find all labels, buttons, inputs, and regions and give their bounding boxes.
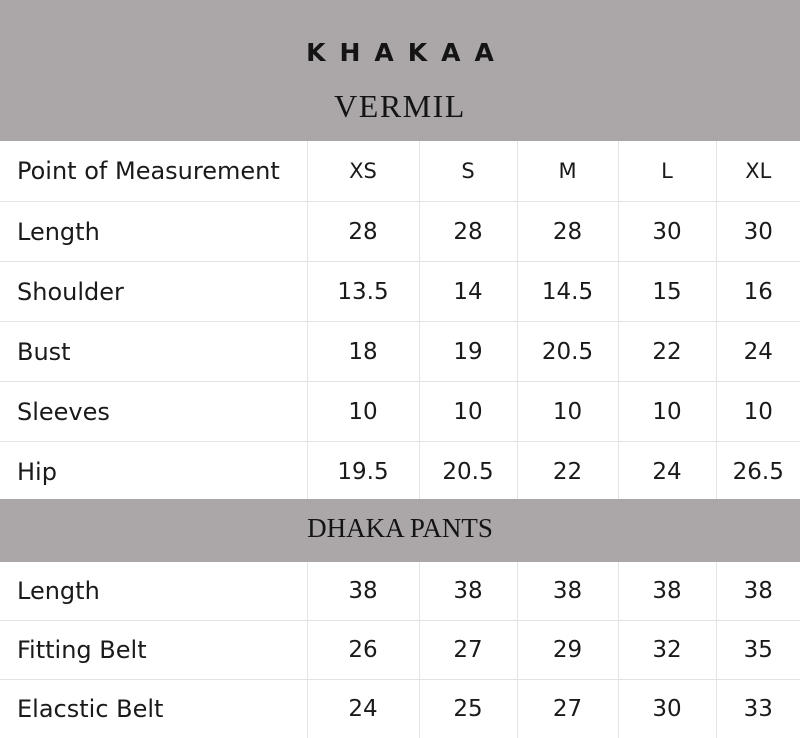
table-row [0, 442, 800, 502]
cell-value: 22 [517, 442, 618, 502]
measurement-header: Point of Measurement [0, 141, 307, 202]
cell-value: 10 [517, 382, 618, 442]
cell-value: 19 [419, 322, 517, 382]
row-label: Sleeves [0, 382, 307, 442]
cell-value: 22 [618, 322, 716, 382]
pants-section-title: DHAKA PANTS [307, 513, 493, 543]
cell-value: 15 [618, 262, 716, 322]
cell-value: 30 [618, 202, 716, 262]
cell-value: 24 [716, 322, 800, 382]
cell-value: 29 [517, 621, 618, 680]
cell-value: 38 [419, 562, 517, 621]
cell-value: 38 [517, 562, 618, 621]
row-label: Elacstic Belt [17, 695, 164, 723]
size-header-xs: XS [307, 141, 419, 202]
cell-value: 28 [307, 202, 419, 262]
cell-value: 38 [307, 562, 419, 621]
cell-value: 16 [716, 262, 800, 322]
table-row [0, 382, 800, 442]
cell-value: 10 [716, 382, 800, 442]
cell-value: 38 [618, 562, 716, 621]
cell-value: 30 [716, 202, 800, 262]
table-row [0, 621, 800, 680]
row-label: Hip [17, 457, 57, 486]
row-label: Length [0, 202, 307, 262]
row-label: Length [0, 562, 307, 621]
cell-value: 20.5 [517, 322, 618, 382]
cell-value: 13.5 [307, 262, 419, 322]
table-row [0, 562, 800, 621]
cell-value: 32 [618, 621, 716, 680]
row-label: Fitting Belt [0, 621, 307, 680]
table-row [0, 262, 800, 322]
product-title: VERMIL [334, 88, 466, 124]
size-header-l: L [618, 141, 716, 202]
cell-value: 35 [716, 621, 800, 680]
table-row [0, 322, 800, 382]
cell-value: 26.5 [716, 442, 800, 502]
cell-value: 24 [618, 442, 716, 502]
cell-value: 10 [419, 382, 517, 442]
cell-value: 14.5 [517, 262, 618, 322]
cell-value: 10 [618, 382, 716, 442]
row-label: Shoulder [0, 262, 307, 322]
size-header-m: M [517, 141, 618, 202]
cell-value: 19.5 [307, 442, 419, 502]
pants-measurement-table [0, 562, 800, 738]
pants-section-band [0, 499, 800, 562]
size-header-xl: XL [716, 141, 800, 202]
table-row [0, 680, 800, 738]
cell-value: 25 [419, 680, 517, 738]
cell-value: 26 [307, 621, 419, 680]
size-header-s: S [419, 141, 517, 202]
cell-value: 38 [716, 562, 800, 621]
row-label: Bust [0, 322, 307, 382]
size-header-row [0, 141, 800, 202]
cell-value: 30 [618, 680, 716, 738]
cell-value: 10 [307, 382, 419, 442]
brand-logo: KHAKAA [306, 38, 508, 67]
table-row [0, 202, 800, 262]
header-band [0, 0, 800, 141]
cell-value: 18 [307, 322, 419, 382]
cell-value: 28 [419, 202, 517, 262]
cell-value: 20.5 [419, 442, 517, 502]
cell-value: 27 [517, 680, 618, 738]
cell-value: 14 [419, 262, 517, 322]
cell-value: 28 [517, 202, 618, 262]
cell-value: 33 [716, 680, 800, 738]
top-measurement-table [0, 141, 800, 501]
cell-value: 27 [419, 621, 517, 680]
cell-value: 24 [307, 680, 419, 738]
